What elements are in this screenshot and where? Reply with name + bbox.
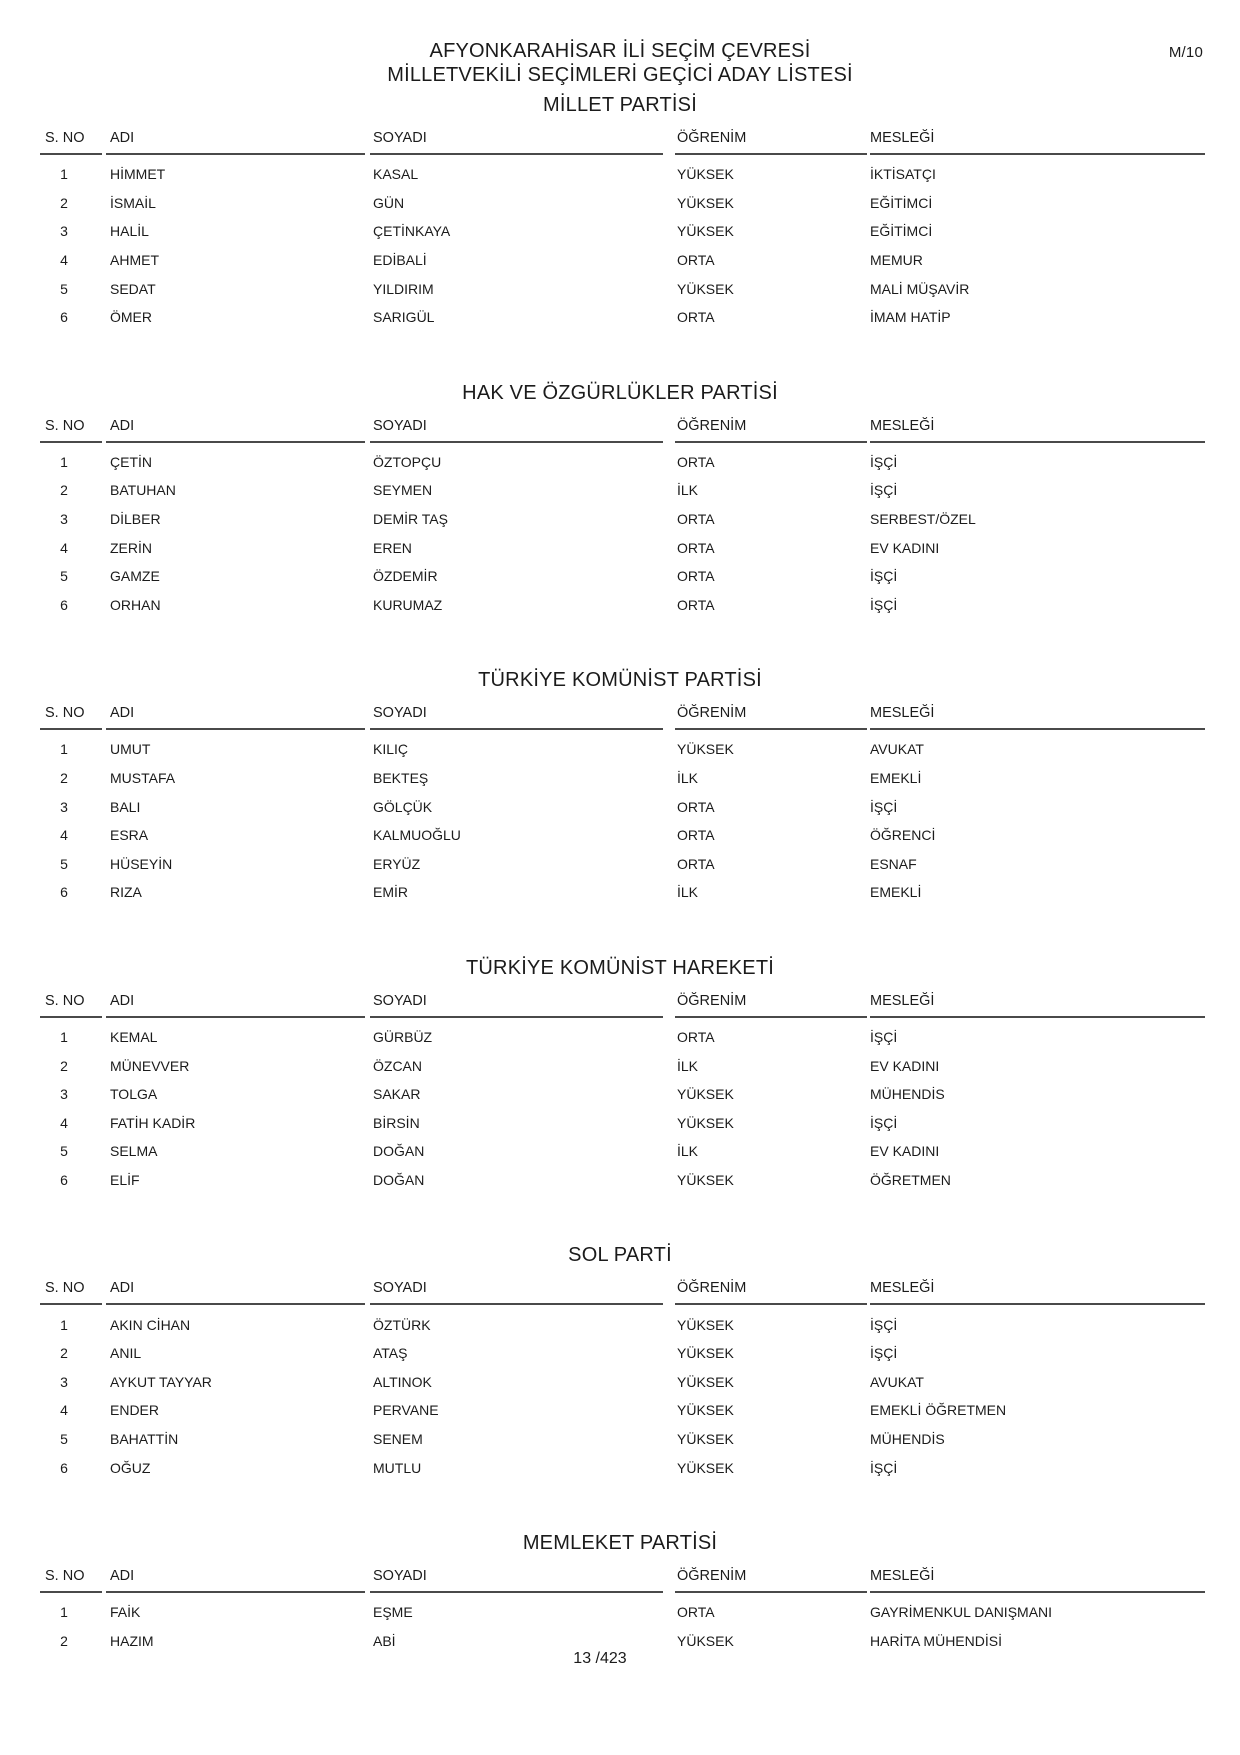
party-name: MİLLET PARTİSİ (543, 94, 697, 116)
party-section (0, 957, 1240, 1195)
column-header-adi: ADI (106, 418, 365, 443)
cell-ogrenim: YÜKSEK (677, 280, 734, 297)
column-header-ogrenim: ÖĞRENİM (675, 418, 867, 443)
cell-sno: 4 (60, 539, 68, 556)
table-row (40, 850, 1240, 879)
cell-meslegi: İŞÇİ (870, 453, 898, 470)
cell-meslegi: SERBEST/ÖZEL (870, 511, 976, 528)
table-row (40, 1023, 1240, 1052)
column-header-ogrenim: ÖĞRENİM (675, 993, 867, 1018)
cell-soyadi: SARIGÜL (373, 309, 435, 326)
column-header-meslegi: MESLEĞİ (870, 993, 1205, 1018)
cell-soyadi: YILDIRIM (373, 280, 434, 297)
column-header-soyadi: SOYADI (370, 1568, 663, 1593)
table-row (40, 1598, 1240, 1627)
table-row (40, 1396, 1240, 1425)
table-row (40, 1339, 1240, 1368)
cell-ogrenim: ORTA (677, 309, 715, 326)
cell-adi: ÖMER (110, 309, 152, 326)
cell-soyadi: ÇETİNKAYA (373, 223, 451, 240)
cell-meslegi: ESNAF (870, 855, 917, 872)
cell-soyadi: PERVANE (373, 1402, 439, 1419)
cell-adi: DİLBER (110, 511, 161, 528)
party-sections (0, 94, 1240, 1655)
cell-meslegi: GAYRİMENKUL DANIŞMANI (870, 1604, 1053, 1621)
cell-meslegi: MÜHENDİS (870, 1430, 945, 1447)
cell-ogrenim: YÜKSEK (677, 1373, 734, 1390)
table-row (40, 274, 1240, 303)
document-ref-code: M/10 (1168, 44, 1203, 61)
table-row (40, 246, 1240, 275)
cell-sno: 2 (60, 770, 68, 787)
cell-adi: SEDAT (110, 280, 156, 297)
cell-soyadi: ÖZTÜRK (373, 1316, 431, 1333)
cell-meslegi: EV KADINI (870, 1057, 940, 1074)
cell-adi: FAİK (110, 1604, 141, 1621)
cell-ogrenim: ORTA (677, 798, 715, 815)
cell-sno: 1 (60, 1316, 68, 1333)
column-header-soyadi: SOYADI (370, 130, 663, 155)
cell-soyadi: ALTINOK (373, 1373, 432, 1390)
cell-sno: 5 (60, 568, 68, 585)
cell-soyadi: DOĞAN (373, 1171, 425, 1188)
cell-soyadi: SENEM (373, 1430, 423, 1447)
cell-adi: ANIL (110, 1345, 142, 1362)
table-header-row (40, 418, 1205, 443)
cell-ogrenim: YÜKSEK (677, 1459, 734, 1476)
table-row (40, 505, 1240, 534)
cell-meslegi: ÖĞRENCİ (870, 827, 936, 844)
cell-ogrenim: ORTA (677, 855, 715, 872)
table-row (40, 217, 1240, 246)
cell-meslegi: EMEKLİ (870, 770, 922, 787)
table-body (0, 730, 1240, 907)
column-header-soyadi: SOYADI (370, 705, 663, 730)
cell-ogrenim: ORTA (677, 1604, 715, 1621)
cell-meslegi: İŞÇİ (870, 1114, 898, 1131)
column-header-soyadi: SOYADI (370, 418, 663, 443)
party-section (0, 1532, 1240, 1655)
table-body (0, 155, 1240, 332)
cell-ogrenim: YÜKSEK (677, 1402, 734, 1419)
cell-adi: HÜSEYİN (110, 855, 173, 872)
cell-ogrenim: İLK (677, 1143, 699, 1160)
table-row (40, 821, 1240, 850)
party-section (0, 1244, 1240, 1482)
column-header-ogrenim: ÖĞRENİM (675, 1568, 867, 1593)
cell-adi: BAHATTİN (110, 1430, 179, 1447)
cell-meslegi: İŞÇİ (870, 482, 898, 499)
cell-sno: 3 (60, 1086, 68, 1103)
cell-adi: AHMET (110, 252, 159, 269)
cell-meslegi: İŞÇİ (870, 798, 898, 815)
cell-adi: KEMAL (110, 1028, 158, 1045)
cell-adi: MUSTAFA (110, 770, 176, 787)
column-header-adi: ADI (106, 705, 365, 730)
column-header-meslegi: MESLEĞİ (870, 1280, 1205, 1305)
table-row (40, 448, 1240, 477)
party-name: TÜRKİYE KOMÜNİST HAREKETİ (465, 956, 774, 979)
table-header-row (40, 130, 1205, 155)
cell-soyadi: KURUMAZ (373, 596, 443, 613)
cell-sno: 3 (60, 511, 68, 528)
table-row (40, 189, 1240, 218)
cell-ogrenim: YÜKSEK (677, 1316, 734, 1333)
table-row (40, 735, 1240, 764)
cell-ogrenim: YÜKSEK (677, 1114, 734, 1131)
table-row (40, 878, 1240, 907)
cell-meslegi: EV KADINI (870, 1143, 940, 1160)
cell-adi: AKIN CİHAN (110, 1316, 191, 1333)
cell-soyadi: GÜN (373, 194, 405, 211)
cell-soyadi: EMİR (373, 884, 408, 901)
page-number: 13 /423 (573, 1650, 627, 1667)
cell-soyadi: ÖZTOPÇU (373, 453, 442, 470)
cell-sno: 6 (60, 1459, 68, 1476)
cell-soyadi: GÖLÇÜK (373, 798, 433, 815)
table-row (40, 562, 1240, 591)
cell-soyadi: EDİBALİ (373, 252, 427, 269)
cell-sno: 2 (60, 1632, 68, 1649)
cell-meslegi: AVUKAT (870, 741, 924, 758)
column-header-soyadi: SOYADI (370, 993, 663, 1018)
column-header-ogrenim: ÖĞRENİM (675, 705, 867, 730)
cell-adi: BALI (110, 798, 141, 815)
cell-soyadi: ERYÜZ (373, 855, 421, 872)
cell-sno: 1 (60, 1604, 68, 1621)
cell-ogrenim: YÜKSEK (677, 1171, 734, 1188)
cell-ogrenim: İLK (677, 482, 699, 499)
cell-meslegi: İŞÇİ (870, 1459, 898, 1476)
cell-meslegi: AVUKAT (870, 1373, 924, 1390)
cell-ogrenim: ORTA (677, 539, 715, 556)
cell-ogrenim: ORTA (677, 511, 715, 528)
cell-sno: 6 (60, 1171, 68, 1188)
table-row (40, 1310, 1240, 1339)
cell-adi: FATİH KADİR (110, 1114, 196, 1131)
table-row (40, 1367, 1240, 1396)
cell-adi: ELİF (110, 1171, 140, 1188)
cell-adi: ZERİN (110, 539, 152, 556)
cell-soyadi: BEKTEŞ (373, 770, 429, 787)
cell-soyadi: KILIÇ (373, 741, 409, 758)
cell-sno: 6 (60, 884, 68, 901)
cell-sno: 6 (60, 596, 68, 613)
party-name: SOL PARTİ (568, 1244, 672, 1267)
column-header-sno: S. NO (40, 993, 102, 1018)
document-title-line1: AFYONKARAHİSAR İLİ SEÇİM ÇEVRESİ (429, 40, 811, 62)
column-header-sno: S. NO (40, 1568, 102, 1593)
table-row (40, 792, 1240, 821)
cell-adi: OĞUZ (110, 1459, 151, 1476)
cell-meslegi: EV KADINI (870, 539, 940, 556)
cell-sno: 4 (60, 252, 68, 269)
cell-meslegi: MEMUR (870, 252, 923, 269)
cell-adi: AYKUT TAYYAR (110, 1373, 212, 1390)
cell-adi: İSMAİL (110, 194, 156, 211)
table-row (40, 1080, 1240, 1109)
cell-meslegi: HARİTA MÜHENDİSİ (870, 1632, 1002, 1649)
table-row (40, 1166, 1240, 1195)
cell-adi: RIZA (110, 884, 142, 901)
table-row (40, 160, 1240, 189)
cell-sno: 1 (60, 453, 68, 470)
cell-ogrenim: YÜKSEK (677, 223, 734, 240)
cell-ogrenim: İLK (677, 1057, 699, 1074)
cell-adi: GAMZE (110, 568, 160, 585)
party-name: HAK VE ÖZGÜRLÜKLER PARTİSİ (462, 381, 778, 404)
cell-soyadi: KASAL (373, 166, 419, 183)
cell-meslegi: İŞÇİ (870, 568, 898, 585)
cell-meslegi: İMAM HATİP (870, 309, 951, 326)
cell-sno: 6 (60, 309, 68, 326)
cell-soyadi: ÖZDEMİR (373, 568, 438, 585)
cell-adi: HALİL (110, 223, 149, 240)
cell-ogrenim: YÜKSEK (677, 1345, 734, 1362)
cell-adi: SELMA (110, 1143, 158, 1160)
cell-meslegi: MALİ MÜŞAVİR (870, 280, 970, 297)
column-header-adi: ADI (106, 130, 365, 155)
cell-ogrenim: YÜKSEK (677, 1632, 734, 1649)
cell-ogrenim: ORTA (677, 596, 715, 613)
cell-adi: BATUHAN (110, 482, 176, 499)
table-body (0, 1593, 1240, 1655)
table-body (0, 443, 1240, 620)
cell-soyadi: GÜRBÜZ (373, 1028, 433, 1045)
cell-ogrenim: YÜKSEK (677, 1086, 734, 1103)
cell-ogrenim: YÜKSEK (677, 741, 734, 758)
table-header-row (40, 993, 1205, 1018)
cell-soyadi: ATAŞ (373, 1345, 408, 1362)
cell-ogrenim: ORTA (677, 1028, 715, 1045)
cell-sno: 3 (60, 798, 68, 815)
cell-ogrenim: ORTA (677, 252, 715, 269)
cell-ogrenim: İLK (677, 770, 699, 787)
cell-soyadi: BİRSİN (373, 1114, 420, 1131)
document-title-line2: MİLLETVEKİLİ SEÇİMLERİ GEÇİCİ ADAY LİSTESİ (387, 63, 853, 86)
cell-adi: ORHAN (110, 596, 161, 613)
table-row (40, 476, 1240, 505)
cell-adi: HİMMET (110, 166, 166, 183)
cell-soyadi: SEYMEN (373, 482, 433, 499)
cell-meslegi: EĞİTİMCİ (870, 223, 933, 240)
cell-ogrenim: YÜKSEK (677, 1430, 734, 1447)
cell-sno: 4 (60, 1114, 68, 1131)
table-row (40, 1108, 1240, 1137)
column-header-adi: ADI (106, 1568, 365, 1593)
cell-soyadi: ABİ (373, 1632, 396, 1649)
cell-sno: 3 (60, 1373, 68, 1390)
column-header-sno: S. NO (40, 130, 102, 155)
cell-sno: 2 (60, 1057, 68, 1074)
cell-meslegi: ÖĞRETMEN (870, 1171, 951, 1188)
table-header-row (40, 705, 1205, 730)
table-row (40, 1137, 1240, 1166)
cell-meslegi: MÜHENDİS (870, 1086, 945, 1103)
party-section (0, 669, 1240, 907)
cell-ogrenim: İLK (677, 884, 699, 901)
table-row (40, 1425, 1240, 1454)
table-body (0, 1305, 1240, 1482)
table-row (40, 303, 1240, 332)
cell-sno: 2 (60, 482, 68, 499)
column-header-meslegi: MESLEĞİ (870, 418, 1205, 443)
cell-sno: 2 (60, 1345, 68, 1362)
cell-soyadi: MUTLU (373, 1459, 422, 1476)
table-row (40, 533, 1240, 562)
cell-adi: ENDER (110, 1402, 160, 1419)
cell-meslegi: İKTİSATÇI (870, 166, 936, 183)
table-header-row (40, 1280, 1205, 1305)
cell-adi: ESRA (110, 827, 149, 844)
column-header-meslegi: MESLEĞİ (870, 130, 1205, 155)
column-header-sno: S. NO (40, 1280, 102, 1305)
cell-sno: 4 (60, 827, 68, 844)
cell-adi: MÜNEVVER (110, 1057, 190, 1074)
cell-meslegi: İŞÇİ (870, 1028, 898, 1045)
cell-adi: TOLGA (110, 1086, 158, 1103)
cell-meslegi: İŞÇİ (870, 1316, 898, 1333)
cell-sno: 5 (60, 1430, 68, 1447)
cell-meslegi: İŞÇİ (870, 596, 898, 613)
cell-meslegi: EMEKLİ ÖĞRETMEN (870, 1402, 1007, 1419)
cell-soyadi: ÖZCAN (373, 1057, 422, 1074)
column-header-sno: S. NO (40, 418, 102, 443)
party-name: TÜRKİYE KOMÜNİST PARTİSİ (478, 669, 762, 692)
cell-sno: 1 (60, 741, 68, 758)
party-name: MEMLEKET PARTİSİ (522, 1531, 718, 1554)
column-header-soyadi: SOYADI (370, 1280, 663, 1305)
table-row (40, 1051, 1240, 1080)
cell-ogrenim: YÜKSEK (677, 166, 734, 183)
cell-soyadi: SAKAR (373, 1086, 421, 1103)
cell-sno: 1 (60, 166, 68, 183)
cell-meslegi: EMEKLİ (870, 884, 922, 901)
cell-sno: 5 (60, 855, 68, 872)
cell-adi: HAZIM (110, 1632, 154, 1649)
column-header-ogrenim: ÖĞRENİM (675, 130, 867, 155)
cell-ogrenim: ORTA (677, 827, 715, 844)
cell-sno: 5 (60, 1143, 68, 1160)
cell-sno: 4 (60, 1402, 68, 1419)
party-section (0, 382, 1240, 620)
column-header-sno: S. NO (40, 705, 102, 730)
cell-meslegi: EĞİTİMCİ (870, 194, 933, 211)
cell-ogrenim: YÜKSEK (677, 194, 734, 211)
cell-soyadi: EREN (373, 539, 412, 556)
cell-ogrenim: ORTA (677, 453, 715, 470)
cell-sno: 3 (60, 223, 68, 240)
cell-soyadi: DOĞAN (373, 1143, 425, 1160)
table-body (0, 1018, 1240, 1195)
cell-sno: 2 (60, 194, 68, 211)
cell-soyadi: DEMİR TAŞ (373, 511, 448, 528)
column-header-adi: ADI (106, 1280, 365, 1305)
table-row (40, 1453, 1240, 1482)
document-title-block (0, 0, 1240, 87)
cell-ogrenim: ORTA (677, 568, 715, 585)
cell-sno: 1 (60, 1028, 68, 1045)
column-header-meslegi: MESLEĞİ (870, 705, 1205, 730)
table-row (40, 591, 1240, 620)
cell-adi: ÇETİN (110, 453, 152, 470)
cell-soyadi: EŞME (373, 1604, 413, 1621)
cell-soyadi: KALMUOĞLU (373, 827, 461, 844)
party-section (0, 94, 1240, 332)
column-header-meslegi: MESLEĞİ (870, 1568, 1205, 1593)
table-header-row (40, 1568, 1205, 1593)
column-header-ogrenim: ÖĞRENİM (675, 1280, 867, 1305)
table-row (40, 764, 1240, 793)
cell-sno: 5 (60, 280, 68, 297)
cell-adi: UMUT (110, 741, 151, 758)
column-header-adi: ADI (106, 993, 365, 1018)
cell-meslegi: İŞÇİ (870, 1345, 898, 1362)
